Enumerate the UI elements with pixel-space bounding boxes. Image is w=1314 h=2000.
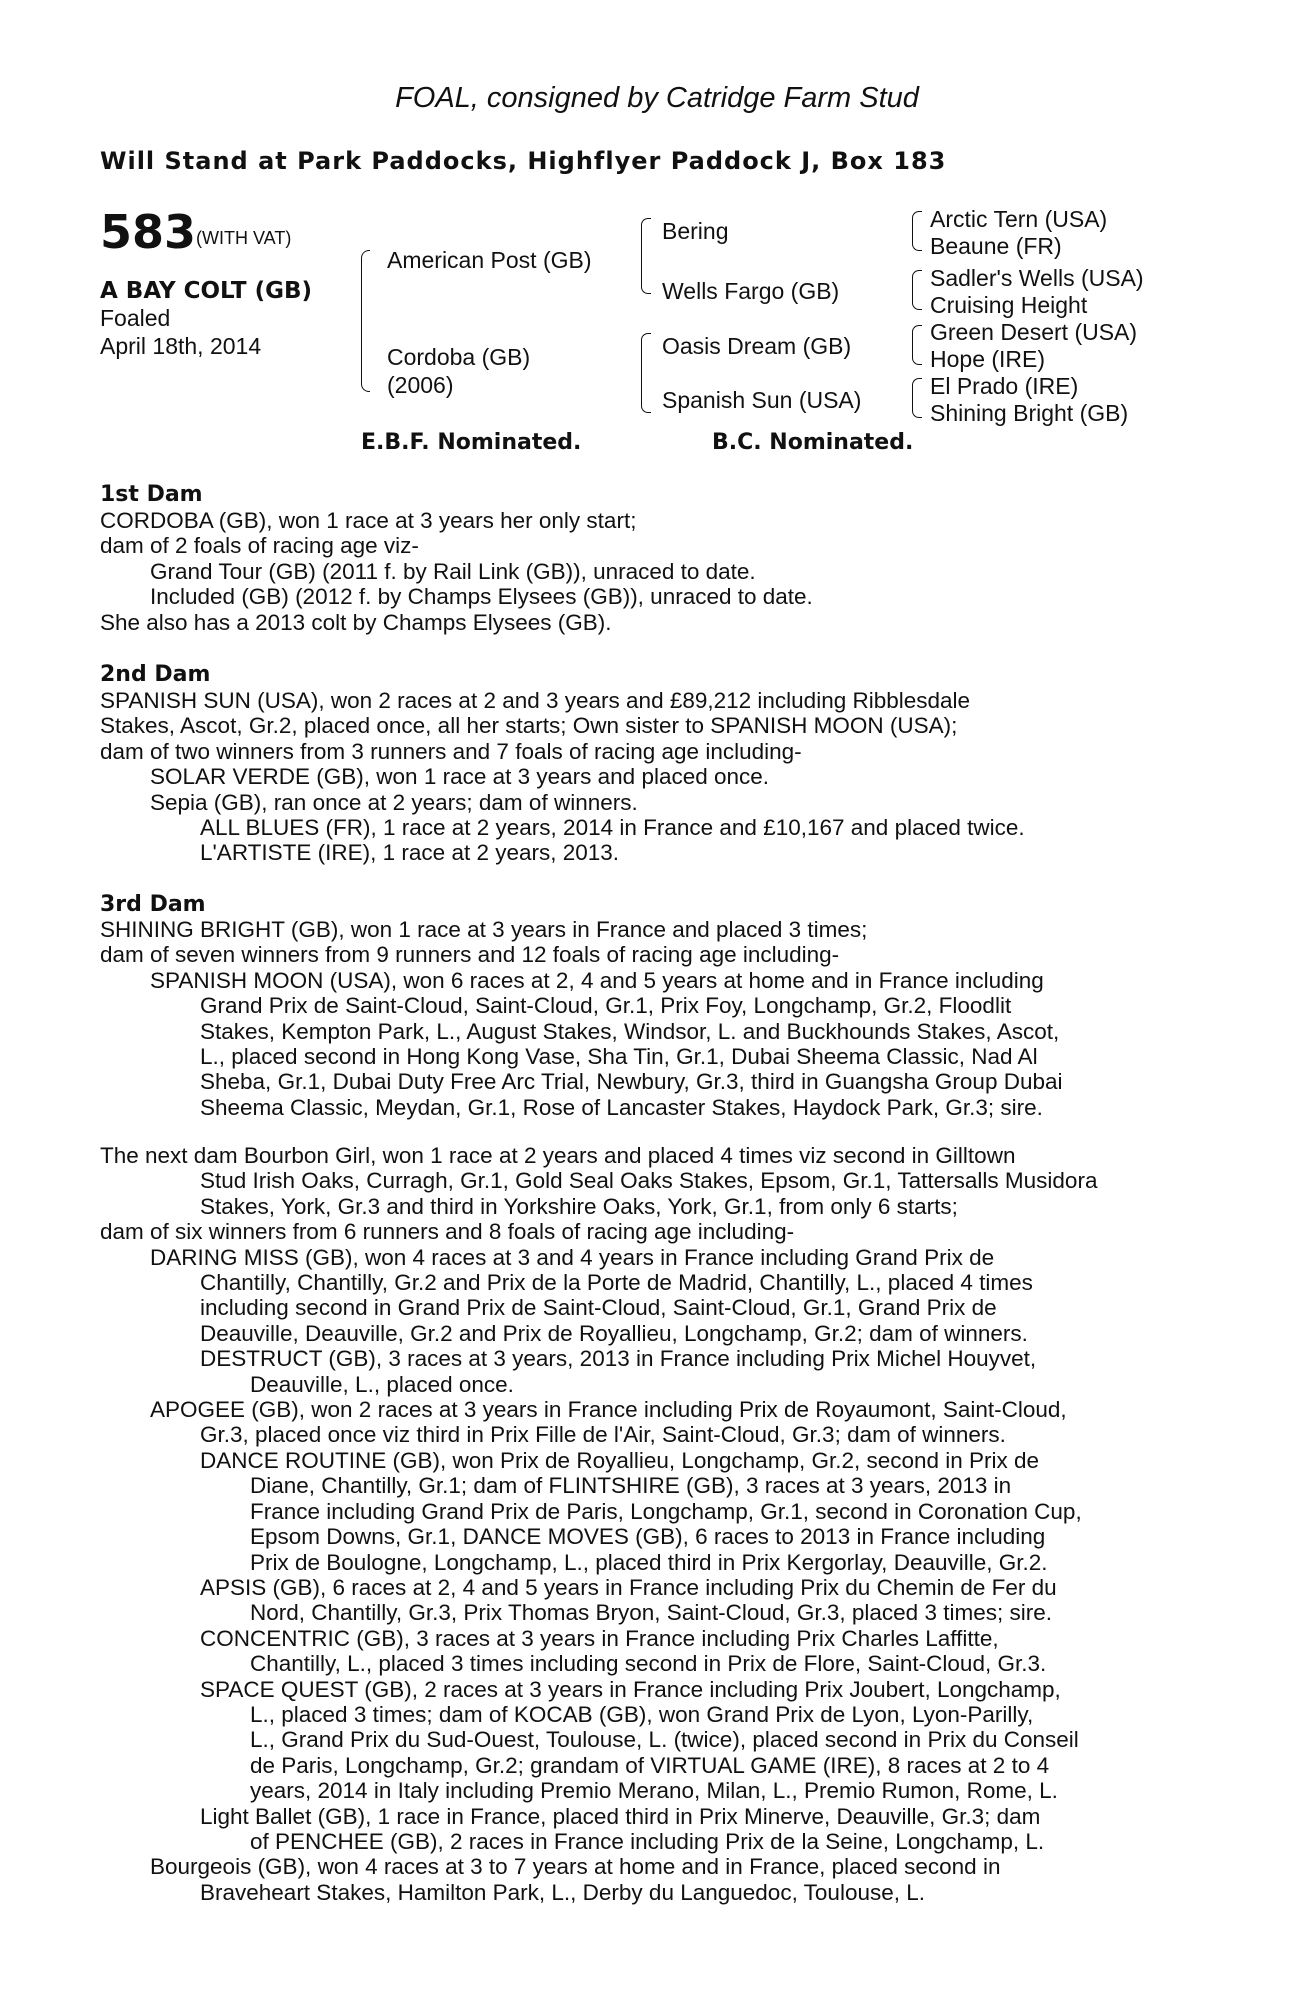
pedigree-dam-dam: Spanish Sun (USA) (662, 387, 862, 413)
pedigree-g3-4: Cruising Height (930, 292, 1088, 318)
pedigree-sire: American Post (GB) (387, 247, 592, 273)
pedigree-dam-year: (2006) (387, 372, 454, 398)
second-dam-line: ALL BLUES (FR), 1 race at 2 years, 2014 in France and £10,167 and placed twice. (200, 815, 1025, 841)
next-dam-line: Epsom Downs, Gr.1, DANCE MOVES (GB), 6 races to 2013 in France including (250, 1524, 1046, 1550)
next-dam-line: years, 2014 in Italy including Premio Merano, Milan, L., Premio Rumon, Rome, L. (250, 1778, 1058, 1804)
next-dam-line: L., Grand Prix du Sud-Ouest, Toulouse, L. (twice), placed second in Prix du Conseil (250, 1727, 1079, 1753)
pedigree-bracket-g3-4 (912, 378, 922, 418)
third-dam-section (100, 917, 1208, 1120)
next-dam-line: CONCENTRIC (GB), 3 races at 3 years in France including Prix Charles Laffitte, (200, 1625, 999, 1651)
next-dam-line: SPACE QUEST (GB), 2 races at 3 years in France including Prix Joubert, Longchamp, (200, 1676, 1061, 1702)
third-dam-line: Sheema Classic, Meydan, Gr.1, Rose of Lancaster Stakes, Haydock Park, Gr.3; sire. (200, 1094, 1043, 1120)
first-dam-line: CORDOBA (GB), won 1 race at 3 years her only start; (100, 508, 637, 533)
pedigree-g3-6: Hope (IRE) (930, 346, 1046, 372)
catalogue-title: FOAL, consigned by Catridge Farm Stud (395, 82, 919, 114)
pedigree-sire-dam: Wells Fargo (GB) (662, 278, 840, 304)
next-dam-section (100, 1143, 1208, 1905)
next-dam-line: APSIS (GB), 6 races at 2, 4 and 5 years in France including Prix du Chemin de Fer du (200, 1574, 1057, 1600)
second-dam-line: Sepia (GB), ran once at 2 years; dam of winners. (150, 789, 638, 815)
third-dam-line: SHINING BRIGHT (GB), won 1 race at 3 years in France and placed 3 times; (100, 917, 868, 942)
pedigree-g3-8: Shining Bright (GB) (930, 400, 1129, 426)
next-dam-line: Deauville, Deauville, Gr.2 and Prix de Royallieu, Longchamp, Gr.2; dam of winners. (200, 1320, 1028, 1346)
next-dam-line: Bourgeois (GB), won 4 races at 3 to 7 years at home and in France, placed second in (150, 1854, 1001, 1880)
first-dam-heading: 1st Dam (100, 482, 203, 507)
first-dam-line: Grand Tour (GB) (2011 f. by Rail Link (GB)), unraced to date. (150, 558, 756, 584)
next-dam-line: Chantilly, L., placed 3 times including second in Prix de Flore, Saint-Cloud, Gr.3. (250, 1651, 1047, 1677)
second-dam-section (100, 688, 1208, 866)
vat-note: (WITH VAT) (196, 228, 292, 248)
pedigree-g3-5: Green Desert (USA) (930, 319, 1138, 345)
second-dam-line: Stakes, Ascot, Gr.2, placed once, all her starts; Own sister to SPANISH MOON (USA); (100, 713, 958, 739)
pedigree-bracket-main (361, 250, 370, 392)
ebf-nominated: E.B.F. Nominated. (361, 430, 582, 455)
third-dam-line: L., placed second in Hong Kong Vase, Sha Tin, Gr.1, Dubai Sheema Classic, Nad Al (200, 1044, 1038, 1070)
next-dam-line: Chantilly, Chantilly, Gr.2 and Prix de la Porte de Madrid, Chantilly, L., placed 4 times (200, 1270, 1033, 1296)
second-dam-line: L'ARTISTE (IRE), 1 race at 2 years, 2013. (200, 840, 620, 866)
pedigree-sire-sire: Bering (662, 218, 729, 244)
next-dam-line: APOGEE (GB), won 2 races at 3 years in France including Prix de Royaumont, Saint-Cloud, (150, 1397, 1067, 1423)
next-dam-line: of PENCHEE (GB), 2 races in France including Prix de la Seine, Longchamp, L. (250, 1828, 1045, 1854)
next-dam-line: Light Ballet (GB), 1 race in France, placed third in Prix Minerve, Deauville, Gr.3; dam (200, 1803, 1041, 1829)
third-dam-line: SPANISH MOON (USA), won 6 races at 2, 4 and 5 years at home and in France including (150, 967, 1044, 993)
pedigree-g3-1: Arctic Tern (USA) (930, 206, 1108, 232)
next-dam-line: Diane, Chantilly, Gr.1; dam of FLINTSHIRE (GB), 3 races at 3 years, 2013 in (250, 1473, 1012, 1499)
first-dam-section (100, 508, 1208, 635)
pedigree-bracket-sire (641, 218, 651, 294)
pedigree-g3-3: Sadler's Wells (USA) (930, 265, 1144, 291)
third-dam-line: Stakes, Kempton Park, L., August Stakes, Windsor, L. and Buckhounds Stakes, Ascot, (200, 1018, 1060, 1044)
third-dam-line: dam of seven winners from 9 runners and 12 foals of racing age including- (100, 942, 840, 968)
pedigree-bracket-dam (641, 333, 651, 413)
second-dam-line: dam of two winners from 3 runners and 7 foals of racing age including- (100, 738, 802, 764)
first-dam-line: Included (GB) (2012 f. by Champs Elysees (GB)), unraced to date. (150, 584, 813, 610)
next-dam-line: Stud Irish Oaks, Curragh, Gr.1, Gold Seal Oaks Stakes, Epsom, Gr.1, Tattersalls Musidora (200, 1168, 1098, 1194)
next-dam-line: Prix de Boulogne, Longchamp, L., placed third in Prix Kergorlay, Deauville, Gr.2. (250, 1549, 1048, 1575)
foaled-label: Foaled (100, 305, 171, 331)
second-dam-line: SOLAR VERDE (GB), won 1 race at 3 years and placed once. (150, 764, 770, 790)
pedigree-g3-2: Beaune (FR) (930, 233, 1062, 259)
second-dam-line: SPANISH SUN (USA), won 2 races at 2 and 3 years and £89,212 including Ribblesdale (100, 688, 971, 713)
lot-description: A BAY COLT (GB) (100, 278, 313, 304)
third-dam-heading: 3rd Dam (100, 892, 206, 917)
next-dam-line: DESTRUCT (GB), 3 races at 3 years, 2013 in France including Prix Michel Houyvet, (200, 1346, 1037, 1372)
next-dam-line: de Paris, Longchamp, Gr.2; grandam of VIRTUAL GAME (IRE), 8 races at 2 to 4 (250, 1752, 1050, 1778)
foaled-date: April 18th, 2014 (100, 333, 262, 359)
pedigree-dam: Cordoba (GB) (387, 344, 531, 370)
bc-nominated: B.C. Nominated. (712, 430, 914, 455)
first-dam-line: She also has a 2013 colt by Champs Elysees (GB). (100, 609, 612, 635)
next-dam-line: Gr.3, placed once viz third in Prix Fille de l'Air, Saint-Cloud, Gr.3; dam of winners. (200, 1422, 1006, 1448)
next-dam-line: Braveheart Stakes, Hamilton Park, L., Derby du Languedoc, Toulouse, L. (200, 1879, 925, 1905)
pedigree-dam-sire: Oasis Dream (GB) (662, 333, 852, 359)
pedigree-bracket-g3-1 (912, 211, 922, 251)
next-dam-line: L., placed 3 times; dam of KOCAB (GB), won Grand Prix de Lyon, Lyon-Parilly, (250, 1701, 1034, 1727)
pedigree-bracket-g3-3 (912, 325, 922, 365)
pedigree-g3-7: El Prado (IRE) (930, 373, 1079, 399)
next-dam-line: including second in Grand Prix de Saint-Cloud, Saint-Cloud, Gr.1, Grand Prix de (200, 1295, 997, 1321)
lot-number: 583 (100, 205, 197, 259)
next-dam-line: dam of six winners from 6 runners and 8 foals of racing age including- (100, 1219, 795, 1245)
next-dam-line: France including Grand Prix de Paris, Longchamp, Gr.1, second in Coronation Cup, (250, 1498, 1082, 1524)
first-dam-line: dam of 2 foals of racing age viz- (100, 533, 419, 559)
pedigree-bracket-g3-2 (912, 270, 922, 310)
next-dam-line: DARING MISS (GB), won 4 races at 3 and 4 years in France including Grand Prix de (150, 1244, 995, 1270)
next-dam-line: Deauville, L., placed once. (250, 1371, 514, 1397)
next-dam-line: Nord, Chantilly, Gr.3, Prix Thomas Bryon, Saint-Cloud, Gr.3, placed 3 times; sire. (250, 1600, 1052, 1626)
next-dam-line: The next dam Bourbon Girl, won 1 race at 2 years and placed 4 times viz second in Gilltown (100, 1143, 1016, 1168)
stabling-location: Will Stand at Park Paddocks, Highflyer Paddock J, Box 183 (100, 147, 947, 175)
second-dam-heading: 2nd Dam (100, 662, 211, 687)
third-dam-line: Sheba, Gr.1, Dubai Duty Free Arc Trial, Newbury, Gr.3, third in Guangsha Group Dubai (200, 1069, 1063, 1095)
next-dam-line: DANCE ROUTINE (GB), won Prix de Royallieu, Longchamp, Gr.2, second in Prix de (200, 1447, 1040, 1473)
next-dam-line: Stakes, York, Gr.3 and third in Yorkshire Oaks, York, Gr.1, from only 6 starts; (200, 1193, 958, 1219)
third-dam-line: Grand Prix de Saint-Cloud, Saint-Cloud, Gr.1, Prix Foy, Longchamp, Gr.2, Floodlit (200, 993, 1012, 1019)
